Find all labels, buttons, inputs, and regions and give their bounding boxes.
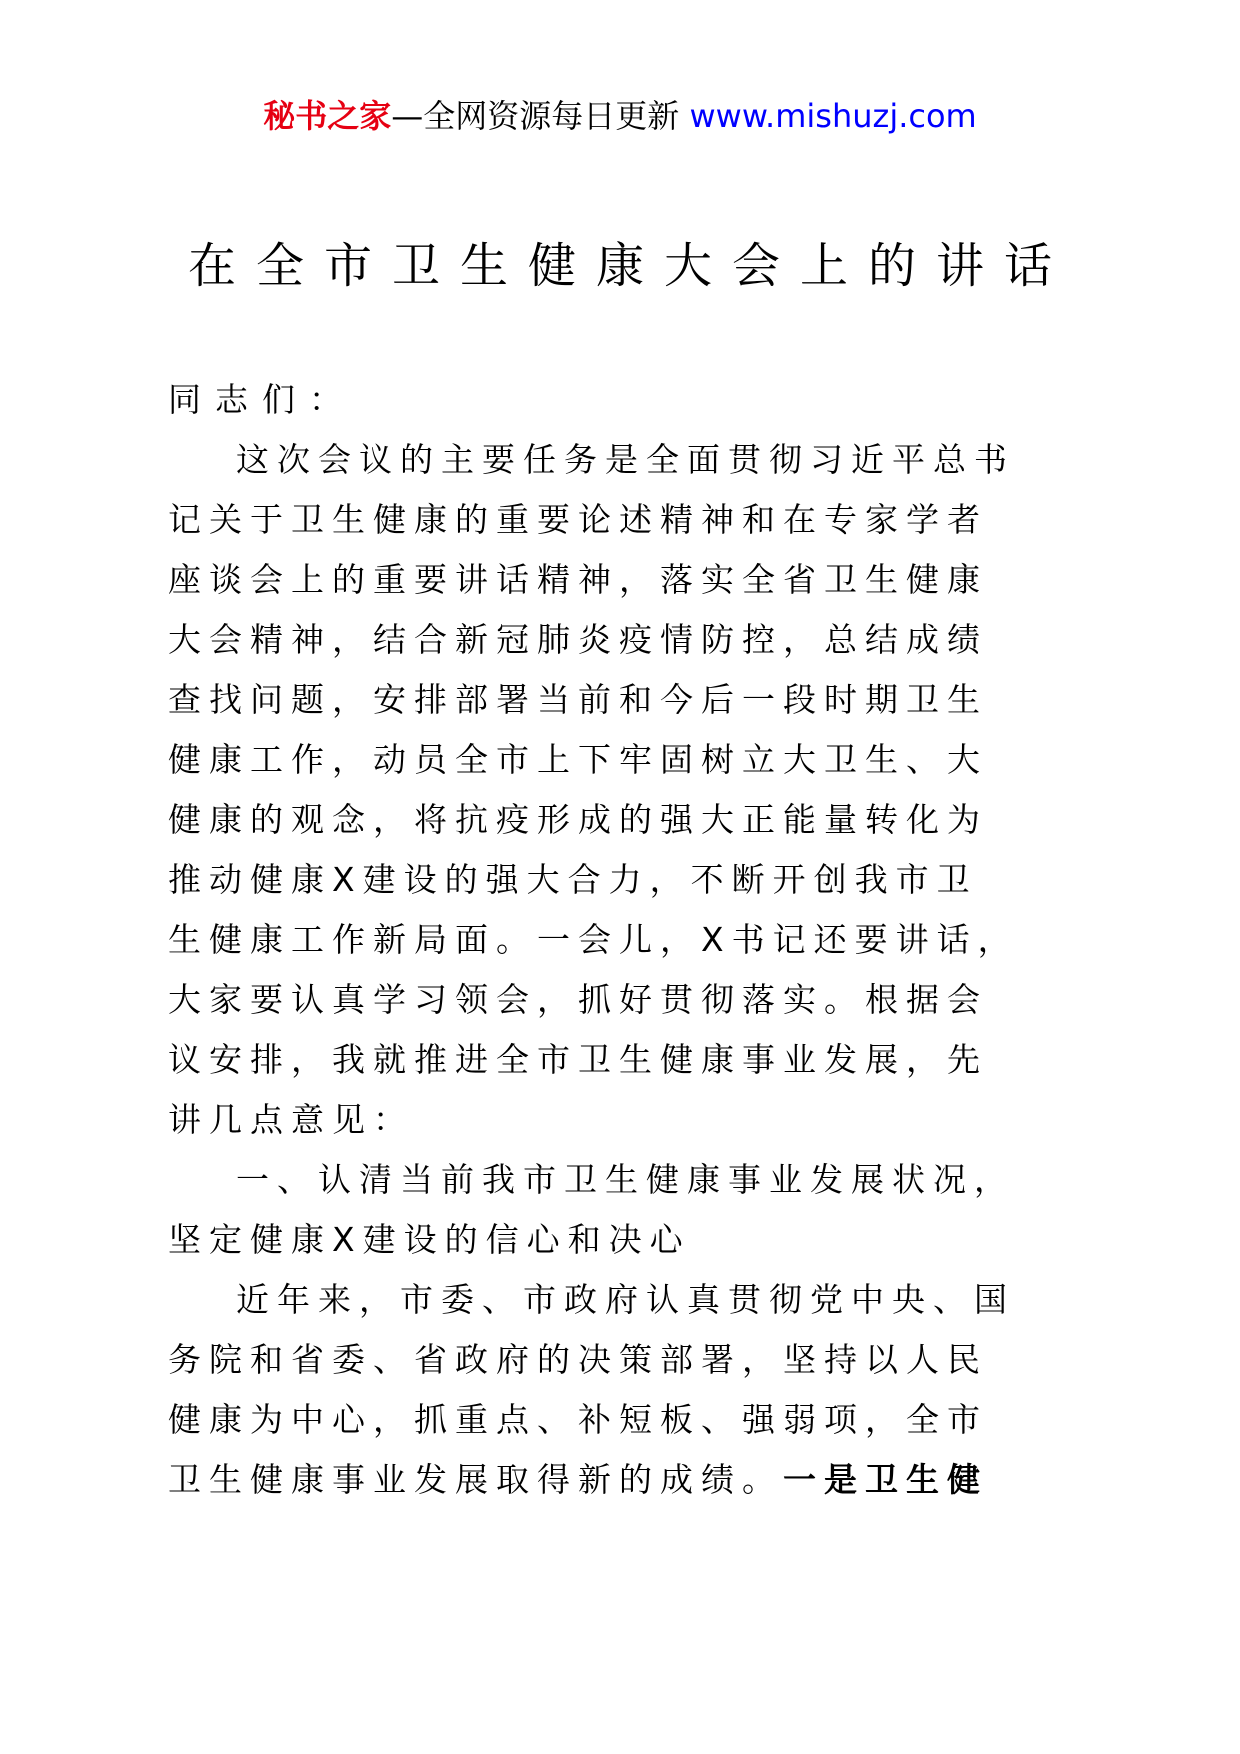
salutation: 同志们： — [168, 380, 356, 419]
paragraph-1-line: 查找问题，安排部署当前和今后一段时期卫生 — [168, 680, 988, 719]
header-url-link[interactable]: www.mishuzj.com — [689, 97, 977, 135]
paragraph-1-line: 健康的观念，将抗疫形成的强大正能量转化为 — [168, 800, 988, 839]
paragraph-2-line: 务院和省委、省政府的决策部署，坚持以人民 — [168, 1340, 988, 1379]
paragraph-2-line: 近年来，市委、市政府认真贯彻党中央、国 — [236, 1280, 1015, 1319]
paragraph-1-line: 生健康工作新局面。一会儿，X书记还要讲话， — [168, 920, 1019, 959]
brand-name: 秘书之家 — [263, 97, 392, 135]
document-title: 在全市卫生健康大会上的讲话 — [187, 238, 1072, 294]
bold-point-lead: 一是卫生健 — [783, 1460, 988, 1499]
paragraph-1-line: 这次会议的主要任务是全面贯彻习近平总书 — [236, 440, 1015, 479]
section-heading-line: 一、认清当前我市卫生健康事业发展状况， — [236, 1160, 1015, 1199]
paragraph-1-line: 推动健康X建设的强大合力，不断开创我市卫 — [168, 860, 978, 899]
section-heading-line: 坚定健康X建设的信心和决心 — [168, 1220, 691, 1259]
paragraph-1-line: 健康工作，动员全市上下牢固树立大卫生、大 — [168, 740, 988, 779]
paragraph-2-last-text: 卫生健康事业发展取得新的成绩。 — [168, 1460, 783, 1499]
header-slogan: —全网资源每日更新 — [391, 97, 690, 135]
paragraph-2-line: 健康为中心，抓重点、补短板、强弱项，全市 — [168, 1400, 988, 1439]
site-header-banner — [0, 96, 1240, 136]
paragraph-1-line: 议安排，我就推进全市卫生健康事业发展，先 — [168, 1040, 988, 1079]
paragraph-1-line: 大家要认真学习领会，抓好贯彻落实。根据会 — [168, 980, 988, 1019]
paragraph-2-line — [168, 1450, 1088, 1510]
paragraph-1-line: 大会精神，结合新冠肺炎疫情防控，总结成绩 — [168, 620, 988, 659]
paragraph-1-line: 座谈会上的重要讲话精神，落实全省卫生健康 — [168, 560, 988, 599]
document-body — [168, 370, 1088, 1510]
paragraph-1-line: 记关于卫生健康的重要论述精神和在专家学者 — [168, 500, 988, 539]
paragraph-1-line: 讲几点意见： — [168, 1100, 414, 1139]
